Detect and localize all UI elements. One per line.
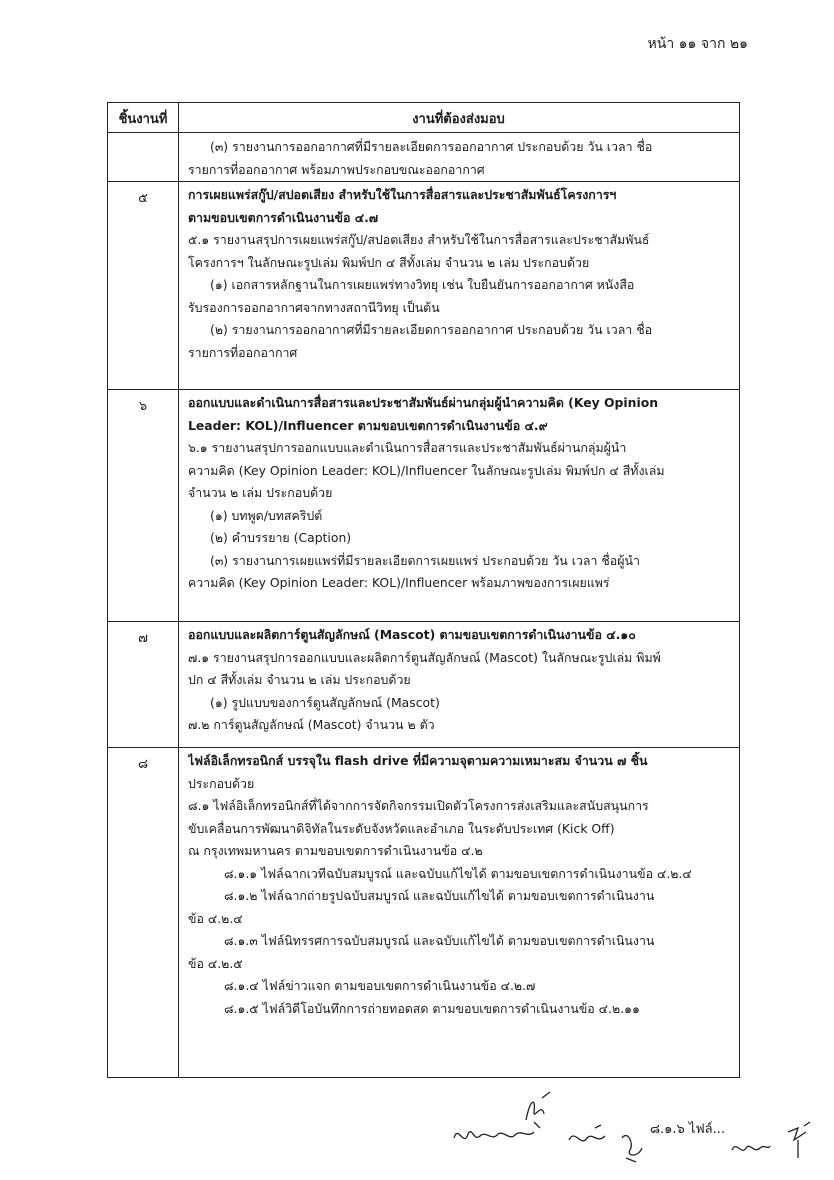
row-text-line: ๘.๑ ไฟล์อิเล็กทรอนิกส์ที่ได้จากการจัดกิจกรรมเปิดตัวโครงการส่งเสริมและสนับสนุนการ xyxy=(188,798,649,813)
row-text-line: ความคิด (Key Opinion Leader: KOL)/Influencer พร้อมภาพของการเผยแพร่ xyxy=(188,575,610,590)
header-divider xyxy=(108,132,739,133)
row-text-line: ข้อ ๔.๒.๕ xyxy=(188,955,243,971)
header-item-number: ชิ้นงานที่ xyxy=(118,112,168,127)
signature-mark xyxy=(565,1124,615,1150)
row-heading: ออกแบบและผลิตการ์ตูนสัญลักษณ์ (Mascot) ตามขอบเขตการดำเนินงานข้อ ๔.๑๐ xyxy=(188,627,636,642)
row-text-line: (๑) บทพูด/บทสคริปต์ xyxy=(210,507,323,523)
row-text-line: (๒) คำบรรยาย (Caption) xyxy=(210,530,352,545)
deliverables-table xyxy=(107,102,740,1078)
row-text-line: ๖.๑ รายงานสรุปการออกแบบและดำเนินการสื่อสารและประชาสัมพันธ์ผ่านกลุ่มผู้นำ xyxy=(188,440,627,455)
row-text-line: ๘.๑.๓ ไฟล์นิทรรศการฉบับสมบูรณ์ และฉบับแก้ไขได้ ตามขอบเขตการดำเนินงาน xyxy=(224,933,655,948)
row-text-line: ๘.๑.๒ ไฟล์ฉากถ่ายรูปฉบับสมบูรณ์ และฉบับแก้ไขได้ ตามขอบเขตการดำเนินงาน xyxy=(224,888,655,903)
row-text-line: ๘.๑.๕ ไฟล์วิดีโอบันทึกการถ่ายทอดสด ตามขอบเขตการดำเนินงานข้อ ๔.๒.๑๑ xyxy=(224,1000,640,1016)
row-text-line: ๘.๑.๔ ไฟล์ข่าวแจก ตามขอบเขตการดำเนินงานข้อ ๔.๒.๗ xyxy=(224,978,536,993)
row-text-line: (๓) รายงานการเผยแพร่ที่มีรายละเอียดการเผยแพร่ ประกอบด้วย วัน เวลา ชื่อผู้นำ xyxy=(210,552,640,568)
row-heading: Leader: KOL)/Influencer ตามขอบเขตการดำเนินงานข้อ ๔.๙ xyxy=(188,417,548,433)
row-text-line: ประกอบด้วย xyxy=(188,775,255,791)
row-text-line: (๑) เอกสารหลักฐานในการเผยแพร่ทางวิทยุ เช่น ใบยืนยันการออกอากาศ หนังสือ xyxy=(210,277,635,292)
row-divider xyxy=(108,621,739,622)
row-text-line: (๒) รายงานการออกอากาศที่มีรายละเอียดการออกอากาศ ประกอบด้วย วัน เวลา ชื่อ xyxy=(210,322,653,337)
signature-mark xyxy=(728,1136,772,1160)
row-heading: ไฟล์อิเล็กทรอนิกส์ บรรจุใน flash drive ที่มีความจุตามความเหมาะสม จำนวน ๗ ชิ้น xyxy=(188,753,648,768)
row-text-line: (๓) รายงานการออกอากาศที่มีรายละเอียดการออกอากาศ ประกอบด้วย วัน เวลา ชื่อ xyxy=(210,139,653,154)
row-text-line: ขับเคลื่อนการพัฒนาดิจิทัลในระดับจังหวัดและอำเภอ ในระดับประเทศ (Kick Off) xyxy=(188,820,615,836)
row-content xyxy=(188,750,731,1020)
row-text-line: รายการที่ออกอากาศ พร้อมภาพประกอบขณะออกอากาศ xyxy=(188,161,485,177)
row-text-line: โครงการฯ ในลักษณะรูปเล่ม พิมพ์ปก ๔ สีทั้งเล่ม จำนวน ๒ เล่ม ประกอบด้วย xyxy=(188,254,590,270)
row-number: ๕ xyxy=(138,191,148,206)
row-text-line: ข้อ ๔.๒.๔ xyxy=(188,910,243,926)
row-number: ๖ xyxy=(138,399,148,414)
row-text-line: ๕.๑ รายงานสรุปการเผยแพร่สกู๊ป/สปอตเสียง สำหรับใช้ในการสื่อสารและประชาสัมพันธ์ xyxy=(188,232,650,247)
row-heading: ตามขอบเขตการดำเนินงานข้อ ๔.๗ xyxy=(188,209,379,225)
row-divider xyxy=(108,389,739,390)
row-text-line: ความคิด (Key Opinion Leader: KOL)/Influencer ในลักษณะรูปเล่ม พิมพ์ปก ๔ สีทั้งเล่ม xyxy=(188,462,665,478)
row-text-line: ๘.๑.๑ ไฟล์ฉากเวทีฉบับสมบูรณ์ และฉบับแก้ไขได้ ตามขอบเขตการดำเนินงานข้อ ๔.๒.๔ xyxy=(224,865,692,881)
signature-mark xyxy=(616,1128,652,1164)
row-content xyxy=(188,392,731,595)
row-text-line: ๗.๒ การ์ตูนสัญลักษณ์ (Mascot) จำนวน ๒ ตัว xyxy=(188,717,435,732)
row-heading: การเผยแพร่สกู๊ป/สปอตเสียง สำหรับใช้ในการสื่อสารและประชาสัมพันธ์โครงการฯ xyxy=(188,187,617,202)
row-content xyxy=(188,624,731,737)
row-divider xyxy=(108,747,739,748)
row-divider xyxy=(108,181,739,182)
row-text-line: รับรองการออกอากาศจากทางสถานีวิทยุ เป็นต้น xyxy=(188,299,440,315)
row-number: ๗ xyxy=(138,631,148,646)
continuation-text: ๘.๑.๖ ไฟล์... xyxy=(650,1122,726,1137)
row-text-line: (๑) รูปแบบของการ์ตูนสัญลักษณ์ (Mascot) xyxy=(210,694,440,710)
row-heading: ออกแบบและดำเนินการสื่อสารและประชาสัมพันธ์ผ่านกลุ่มผู้นำความคิด (Key Opinion xyxy=(188,395,659,410)
column-divider xyxy=(178,103,179,1077)
row-text-line: รายการที่ออกอากาศ xyxy=(188,344,298,360)
header-deliverable: งานที่ต้องส่งมอบ xyxy=(412,112,505,127)
row-text-line: ๗.๑ รายงานสรุปการออกแบบและผลิตการ์ตูนสัญลักษณ์ (Mascot) ในลักษณะรูปเล่ม พิมพ์ xyxy=(188,649,661,665)
row-content xyxy=(188,184,731,364)
row-text-line: ปก ๔ สีทั้งเล่ม จำนวน ๒ เล่ม ประกอบด้วย xyxy=(188,672,411,687)
row-number: ๘ xyxy=(137,757,149,772)
row-text-line: ณ กรุงเทพมหานคร ตามขอบเขตการดำเนินงานข้อ ๔.๒ xyxy=(188,843,483,858)
page-number: หน้า ๑๑ จาก ๒๑ xyxy=(647,36,748,52)
row-text-line: จำนวน ๒ เล่ม ประกอบด้วย xyxy=(188,485,333,500)
signature-mark xyxy=(784,1118,814,1162)
signature-mark xyxy=(450,1120,536,1150)
row-content xyxy=(188,136,731,181)
